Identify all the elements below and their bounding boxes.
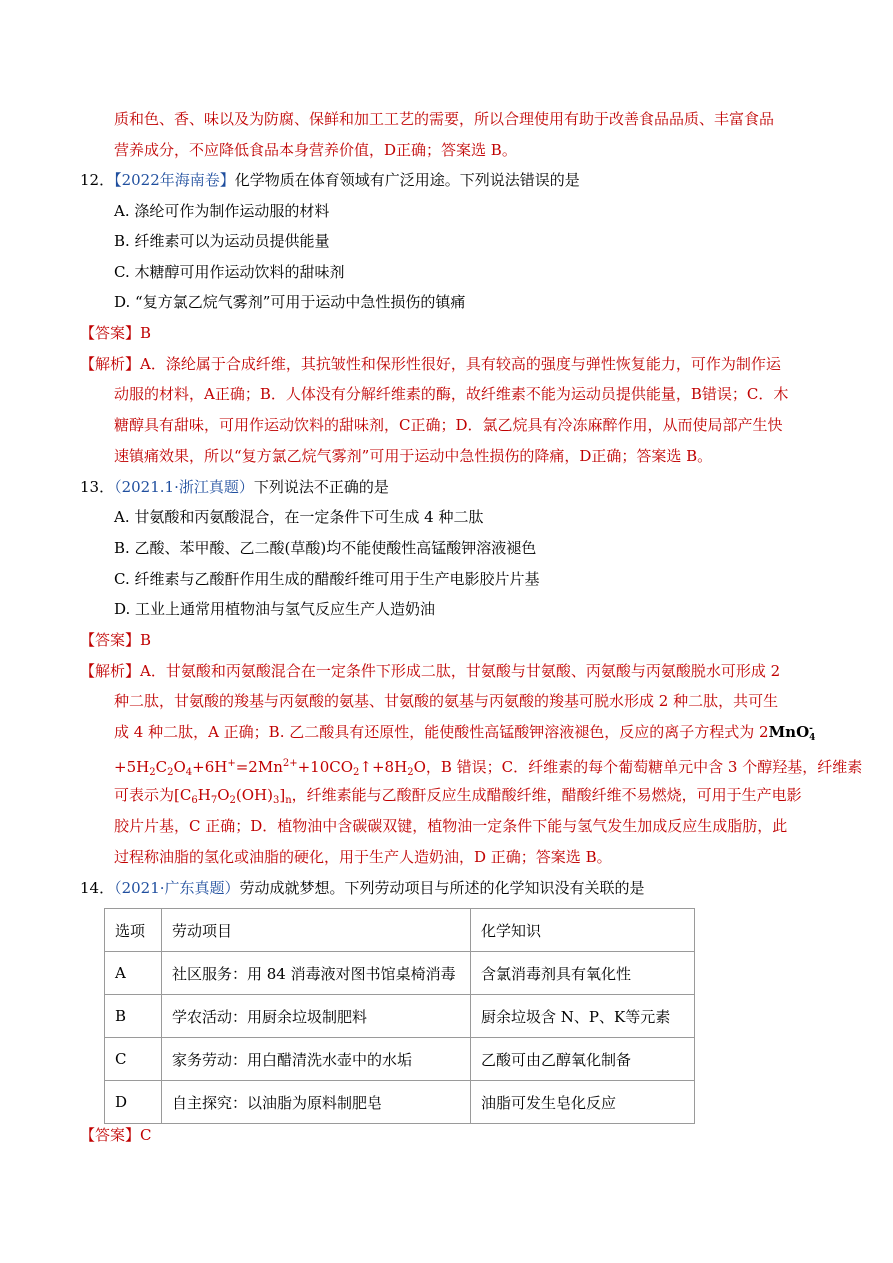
- option-a: A. 甘氨酸和丙氨酸混合，在一定条件下可生成 4 种二肽: [114, 508, 484, 526]
- analysis-line: 动服的材料，A正确；B．人体没有分解纤维素的酶，故纤维素不能为运动员提供能量，B错误；C．木: [114, 385, 789, 403]
- option-c: C. 纤维素与乙酸酐作用生成的醋酸纤维可用于生产电影胶片片基: [114, 570, 540, 588]
- analysis-line: [80, 354, 781, 374]
- analysis-line: 胶片片基，C 正确；D．植物油中含碳碳双键，植物油一定条件下能与氢气发生加成反应生成脂肪，此: [114, 817, 788, 835]
- table-header-cell: 劳动项目: [162, 909, 471, 952]
- question-source: （2021.1·浙江真题）: [114, 478, 254, 496]
- table-cell: 厨余垃圾含 N、P、K等元素: [471, 995, 695, 1038]
- answer-value: B: [140, 631, 152, 649]
- analysis-line: 种二肽，甘氨酸的羧基与丙氨酸的氨基、甘氨酸的氨基与丙氨酸的羧基可脱水形成 2 种二肽，共可生: [114, 692, 779, 710]
- answer-label: 【答案】: [80, 324, 141, 342]
- option-d: D. 工业上通常用植物油与氢气反应生产人造奶油: [114, 600, 436, 618]
- analysis-text: A．甘氨酸和丙氨酸混合在一定条件下形成二肽，甘氨酸与甘氨酸、丙氨酸与丙氨酸脱水可形成 2: [140, 662, 781, 680]
- table-header-row: [105, 909, 695, 952]
- table-cell: D: [105, 1081, 162, 1124]
- analysis-label: 【解析】: [80, 662, 141, 680]
- question-number: 13．: [80, 478, 115, 496]
- answer: [80, 323, 151, 343]
- table-cell: 家务劳动：用白醋清洗水壶中的水垢: [162, 1038, 471, 1081]
- analysis-text: 成 4 种二肽，A 正确；B. 乙二酸具有还原性，能使酸性高锰酸钾溶液褪色，反应的离子方程式为 2: [114, 723, 769, 741]
- table-cell: 学农活动：用厨余垃圾制肥料: [162, 995, 471, 1038]
- option-d: D. “复方氯乙烷气雾剂”可用于运动中急性损伤的镇痛: [114, 293, 466, 311]
- question-number: 12．: [80, 171, 115, 189]
- answer-label: 【答案】: [80, 631, 141, 649]
- answer-value: C: [140, 1126, 152, 1144]
- table-cell: B: [105, 995, 162, 1038]
- analysis-line: 过程称油脂的氢化或油脂的硬化，用于生产人造奶油，D 正确；答案选 B。: [114, 848, 612, 866]
- table-row: [105, 952, 695, 995]
- answer-value: B: [140, 324, 152, 342]
- table-header-cell: 选项: [105, 909, 162, 952]
- table-cell: 乙酸可由乙醇氧化制备: [471, 1038, 695, 1081]
- table-cell: 自主探究：以油脂为原料制肥皂: [162, 1081, 471, 1124]
- table-cell: 含氯消毒剂具有氧化性: [471, 952, 695, 995]
- table-row: [105, 1081, 695, 1124]
- answer-label: 【答案】: [80, 1126, 141, 1144]
- analysis-line: [114, 722, 815, 743]
- table-cell: A: [105, 952, 162, 995]
- question-source: （2021·广东真题）: [114, 879, 240, 897]
- question-source: 【2022年海南卷】: [114, 171, 235, 189]
- analysis-equation-line: $+5H_2C_2O_4+6H^+=2Mn^{2+}+10CO_2↑+8H_2O$，B 错误；C．纤维素的每个葡萄糖单元中含 3 个醇羟基，纤维素: [114, 758, 863, 778]
- option-a: A. 涤纶可作为制作运动服的材料: [114, 202, 330, 220]
- question-text: 劳动成就梦想。下列劳动项目与所述的化学知识没有关联的是: [239, 879, 645, 897]
- option-b: B. 纤维素可以为运动员提供能量: [114, 232, 330, 250]
- answer: [80, 1125, 152, 1145]
- q11-analysis-line: 质和色、香、味以及为防腐、保鲜和加工工艺的需要，所以合理使用有助于改善食品品质、丰富食品: [114, 110, 775, 128]
- question-number: 14．: [80, 879, 115, 897]
- knowledge-table: [104, 908, 695, 1124]
- analysis-label: 【解析】: [80, 355, 141, 373]
- answer: [80, 630, 151, 650]
- table-row: [105, 1038, 695, 1081]
- table-cell: 油脂可发生皂化反应: [471, 1081, 695, 1124]
- analysis-text: A．涤纶属于合成纤维，其抗皱性和保形性很好，具有较高的强度与弹性恢复能力，可作为制作运: [140, 355, 781, 373]
- question-text: 化学物质在体育领域有广泛用途。下列说法错误的是: [234, 171, 580, 189]
- analysis-line: 速镇痛效果，所以“复方氯乙烷气雾剂”可用于运动中急性损伤的降痛，D正确；答案选 B。: [114, 447, 713, 465]
- table-row: [105, 995, 695, 1038]
- analysis-line: [80, 661, 780, 681]
- question-14-stem: [80, 878, 645, 898]
- option-b: B. 乙酸、苯甲酸、乙二酸(草酸)均不能使酸性高锰酸钾溶液褪色: [114, 539, 537, 557]
- table-cell: 社区服务：用 84 消毒液对图书馆桌椅消毒: [162, 952, 471, 995]
- analysis-line: 糖醇具有甜味，可用作运动饮料的甜味剂，C正确；D．氯乙烷具有冷冻麻醉作用，从而使局部产生快: [114, 416, 783, 434]
- option-c: C. 木糖醇可用作运动饮料的甜味剂: [114, 263, 345, 281]
- table-cell: C: [105, 1038, 162, 1081]
- analysis-formula-line: 可表示为$[C_6H_7O_2(OH)_3]_n$，纤维素能与乙酸酐反应生成醋酸纤维，醋酸纤维不易燃烧，可用于生产电影: [114, 786, 802, 806]
- q11-analysis-line: 营养成分，不应降低食品本身营养价值，D正确；答案选 B。: [114, 141, 517, 159]
- table-header-cell: 化学知识: [471, 909, 695, 952]
- permanganate-formula: MnO - 4: [768, 723, 816, 743]
- question-13-stem: [80, 477, 389, 497]
- question-text: 下列说法不正确的是: [253, 478, 389, 496]
- question-12-stem: [80, 170, 580, 190]
